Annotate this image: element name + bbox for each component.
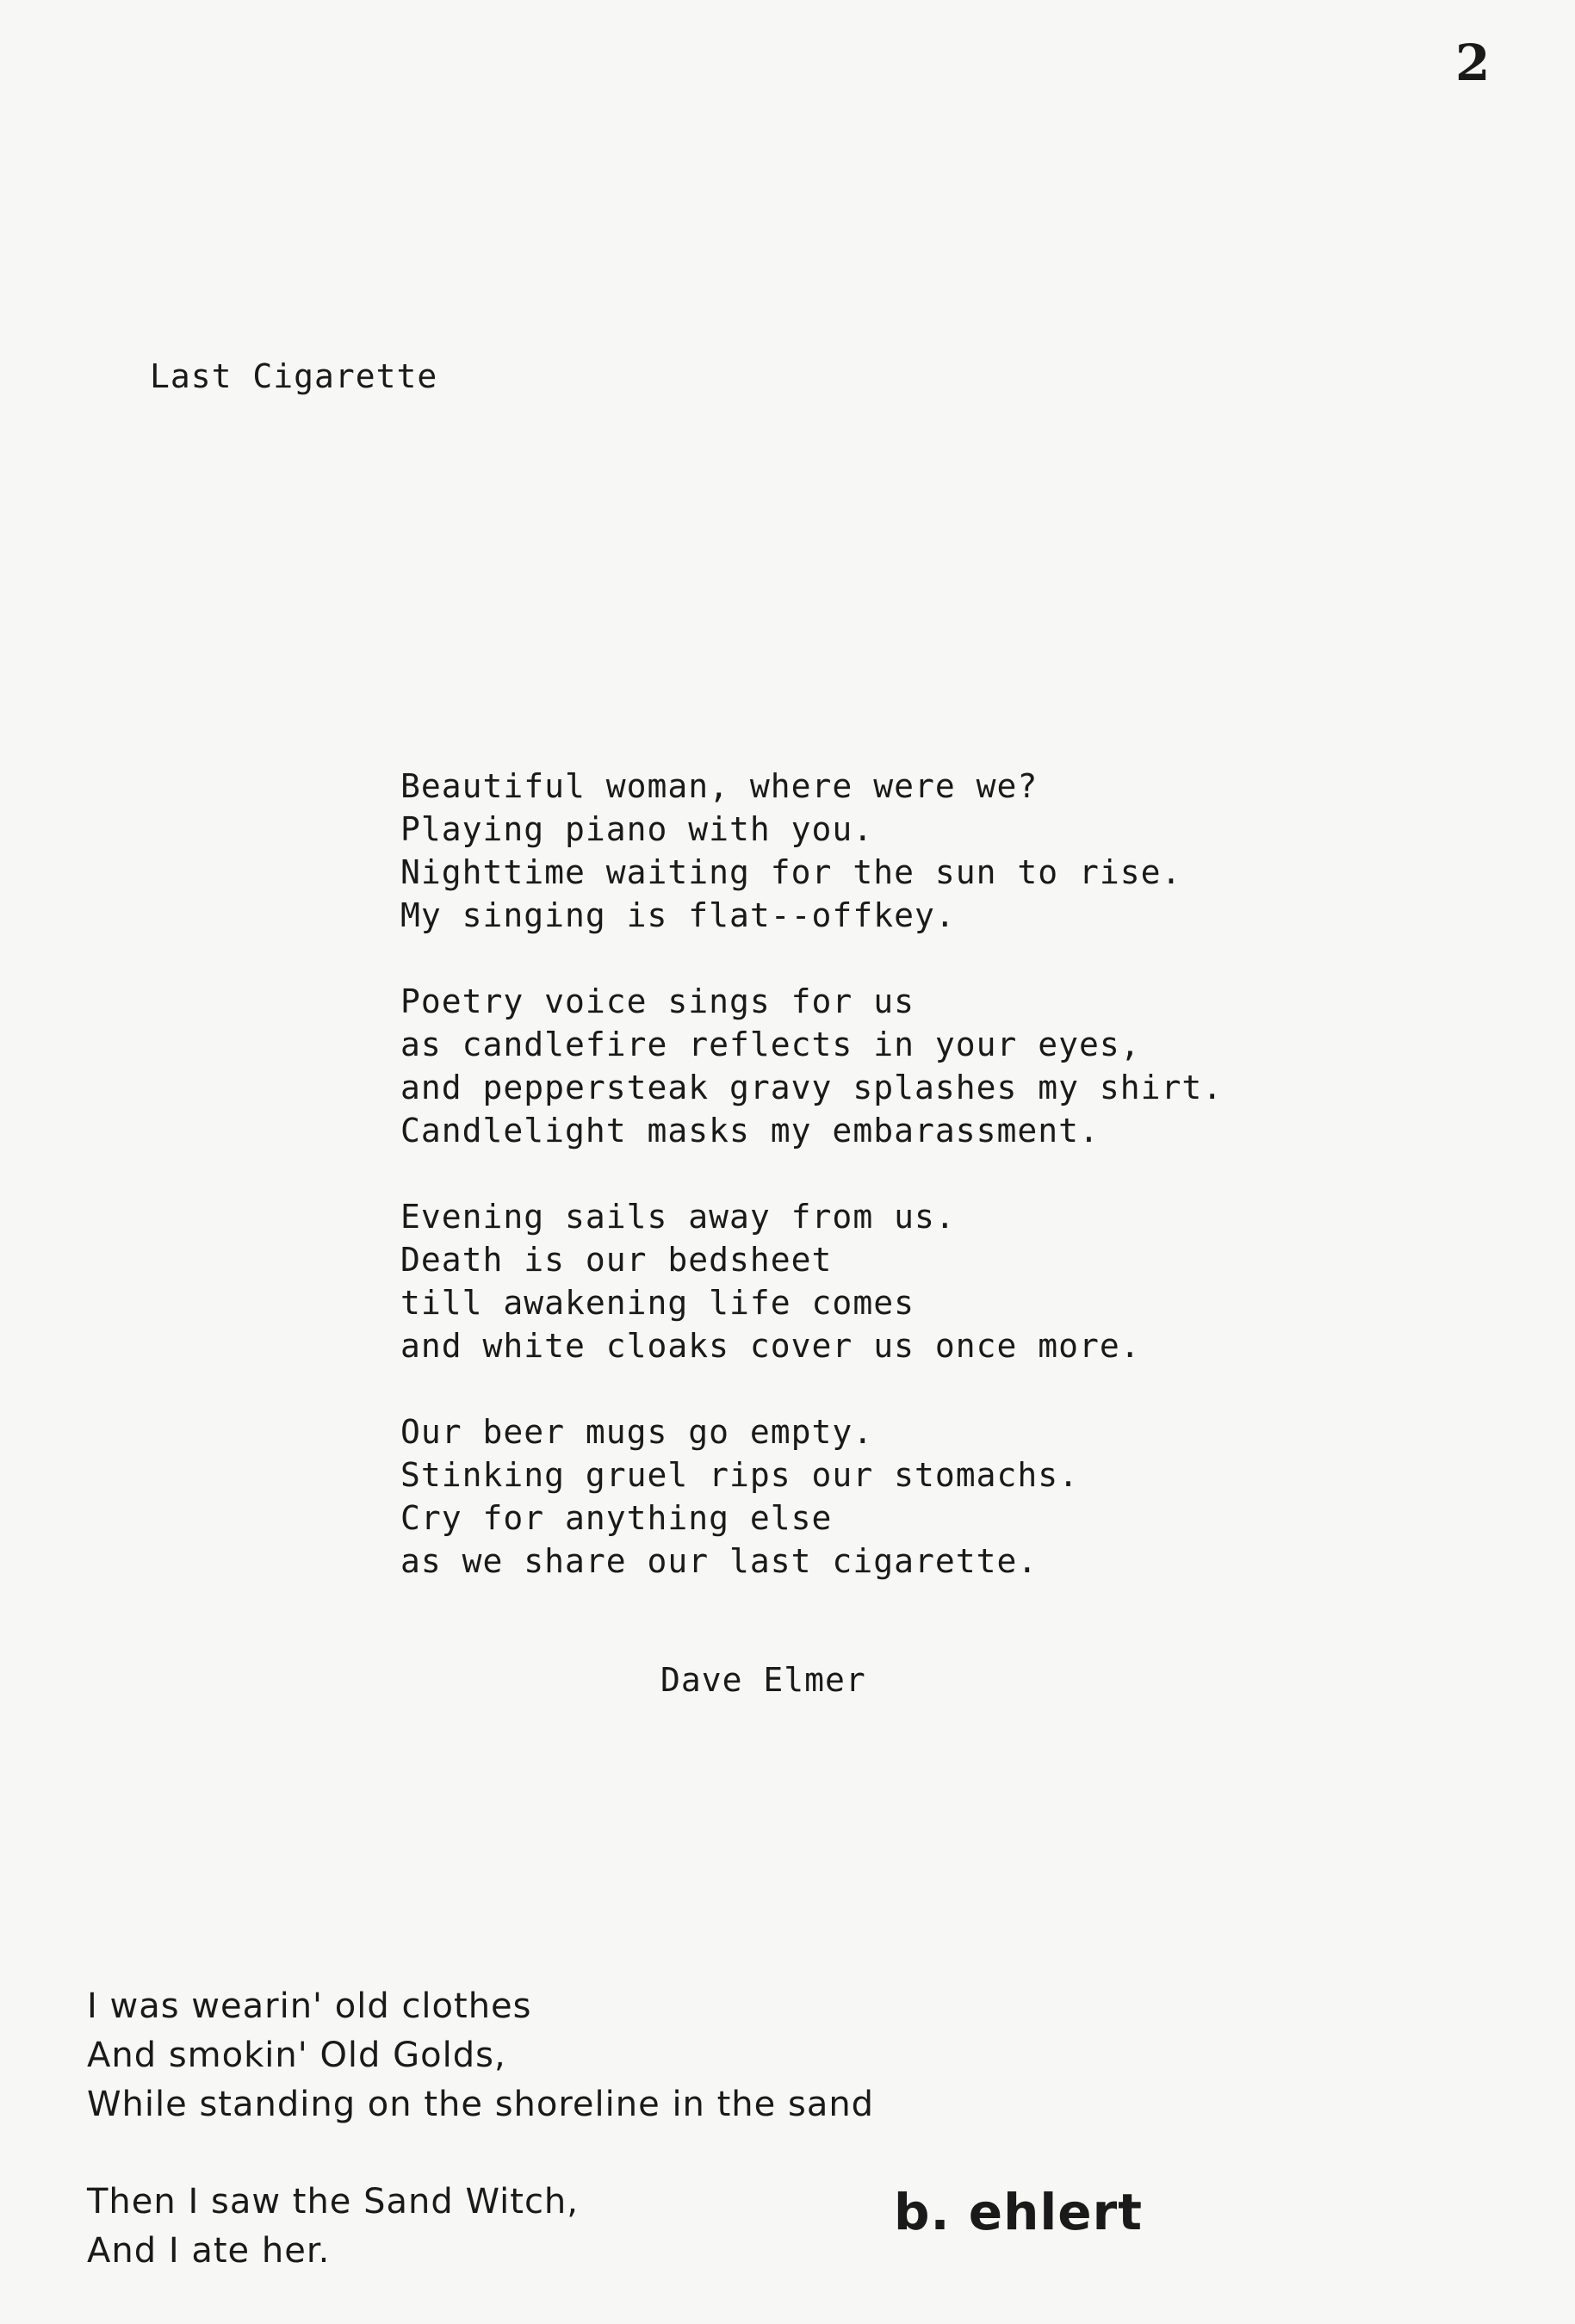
second-poem-line: I was wearin' old clothes: [87, 1986, 532, 2026]
poem-line: Our beer mugs go empty.: [400, 1413, 874, 1451]
poem-line: as we share our last cigarette.: [400, 1542, 1039, 1580]
poem-line: Poetry voice sings for us: [400, 982, 915, 1020]
poem-stanza: [400, 1410, 1348, 1583]
second-poem-stanza: [87, 1982, 948, 2129]
poem-line: Evening sails away from us.: [400, 1198, 956, 1236]
page-number: 2: [1455, 34, 1491, 92]
poem-line: and white cloaks cover us once more.: [400, 1327, 1141, 1365]
poem-line: till awakening life comes: [400, 1284, 915, 1322]
second-poem-stanza: [87, 2178, 948, 2276]
poem-line: Death is our bedsheet: [400, 1241, 833, 1279]
poem-line: as candlefire reflects in your eyes,: [400, 1026, 1141, 1063]
second-poem-line: And smokin' Old Golds,: [87, 2036, 506, 2075]
poem-title: Last Cigarette: [150, 357, 438, 395]
poem-stanza: [400, 765, 1348, 937]
poem-line: Stinking gruel rips our stomachs.: [400, 1456, 1079, 1494]
second-poem-line: And I ate her.: [87, 2231, 331, 2271]
poem-stanza: [400, 980, 1348, 1152]
poem-line: Beautiful woman, where were we?: [400, 767, 1039, 805]
second-poem-line: Then I saw the Sand Witch,: [87, 2182, 579, 2222]
poem-line: and peppersteak gravy splashes my shirt.: [400, 1069, 1224, 1106]
poem-line: Nighttime waiting for the sun to rise.: [400, 853, 1182, 891]
poem-line: Candlelight masks my embarassment.: [400, 1112, 1100, 1150]
poem-line: My singing is flat--offkey.: [400, 896, 956, 934]
poem-author: Dave Elmer: [660, 1661, 866, 1699]
second-poem-line: While standing on the shoreline in the sand: [87, 2085, 875, 2124]
poem-line: Playing piano with you.: [400, 810, 874, 848]
poem-stanza: [400, 1195, 1348, 1367]
second-poem-author: b. ehlert: [894, 2183, 1143, 2241]
poem-line: Cry for anything else: [400, 1499, 833, 1537]
second-poem-body: [87, 1982, 948, 2324]
poem-body: [400, 765, 1348, 1626]
